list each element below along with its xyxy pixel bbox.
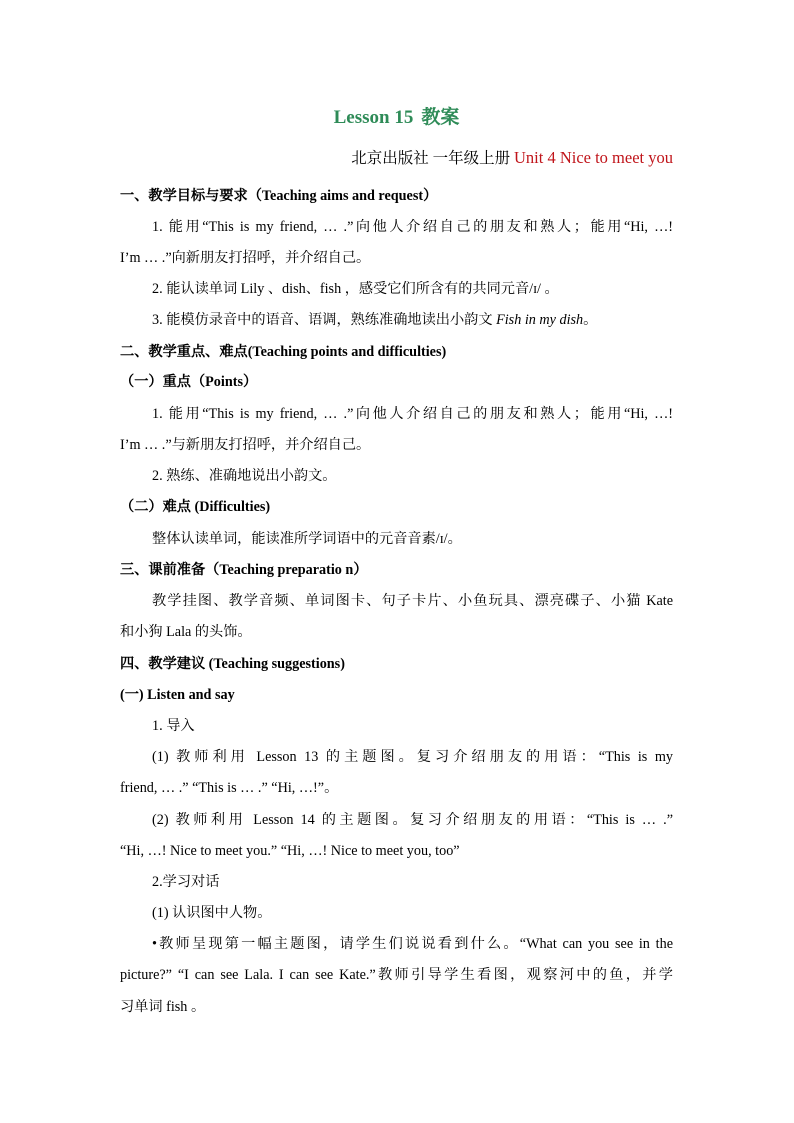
section-4-heading: 四、教学建议 (Teaching suggestions) (120, 656, 345, 672)
section-2-heading: 二、教学重点、难点(Teaching points and difficulties) (120, 344, 447, 360)
s4-step1-1-line2: friend, … .” “This is … .” “Hi, …!”。 (120, 780, 339, 796)
s4-step1-2-line1: (2) 教师利用 Lesson 14 的主题图。复习介绍朋友的用语：“This is … .” (152, 812, 673, 828)
s3-prep-line2: 和小狗 Lala 的头饰。 (120, 624, 252, 640)
s1-item3-end: 。 (583, 312, 598, 328)
section-3-heading: 三、课前准备（Teaching preparatio n） (120, 562, 368, 578)
title-english: Lesson 15 (333, 107, 414, 128)
s1-item1-line1: 1. 能用“This is my friend, … .”向他人介绍自己的朋友和熟人；能用“Hi, …! (152, 219, 673, 235)
s4-step1: 1. 导入 (152, 718, 195, 734)
title-chinese: 教案 (421, 107, 460, 128)
s1-item3 (152, 309, 673, 331)
s2-point2: 2. 熟练、准确地说出小韵文。 (152, 468, 337, 484)
section-1-heading: 一、教学目标与要求（Teaching aims and request） (120, 188, 438, 204)
s4-step2: 2.学习对话 (152, 874, 220, 890)
s4-step2-1: (1) 认识图中人物。 (152, 905, 272, 921)
s4-step2-para-line2: picture?” “I can see Lala. I can see Kate.”教师引导学生看图，观察河中的鱼，并学 (120, 967, 673, 983)
page-title (120, 104, 673, 132)
s1-item3-rhyme-title: Fish in my dish (496, 312, 584, 328)
s4-subheading-listen-say: (一) Listen and say (120, 687, 235, 703)
s4-step1-2-line2: “Hi, …! Nice to meet you.” “Hi, …! Nice to meet you, too” (120, 843, 460, 859)
s4-step2-para-line1: •教师呈现第一幅主题图，请学生们说说看到什么。“What can you see in the (152, 936, 673, 952)
s2-subheading-difficulties: （二）难点 (Difficulties) (120, 499, 271, 515)
s2-subheading-points: （一）重点（Points） (120, 374, 258, 390)
subtitle-publisher: 北京出版社 一年级上册 (351, 150, 514, 167)
subtitle-unit: Unit 4 Nice to meet you (513, 148, 673, 167)
s3-prep-line1: 教学挂图、教学音频、单词图卡、句子卡片、小鱼玩具、漂亮碟子、小猫 Kate (152, 593, 673, 609)
s1-item1-line2: I’m … .”向新朋友打招呼，并介绍自己。 (120, 250, 371, 266)
s4-step2-para-line3: 习单词 fish 。 (120, 999, 206, 1015)
s2-difficulty1: 整体认读单词，能读准所学词语中的元音音素/ɪ/。 (152, 531, 462, 547)
s1-item2: 2. 能认读单词 Lily 、dish、fish ，感受它们所含有的共同元音/ɪ/ 。 (152, 281, 559, 297)
s1-item3-text: 3. 能模仿录音中的语音、语调，熟练准确地读出小韵文 (152, 312, 497, 328)
s4-step1-1-line1: (1) 教师利用 Lesson 13 的主题图。复习介绍朋友的用语：“This is my (152, 749, 673, 765)
s2-point1-line2: I’m … .”与新朋友打招呼，并介绍自己。 (120, 437, 371, 453)
page-subtitle (351, 146, 673, 171)
s2-point1-line1: 1. 能用“This is my friend, … .”向他人介绍自己的朋友和熟人；能用“Hi, …! (152, 406, 673, 422)
